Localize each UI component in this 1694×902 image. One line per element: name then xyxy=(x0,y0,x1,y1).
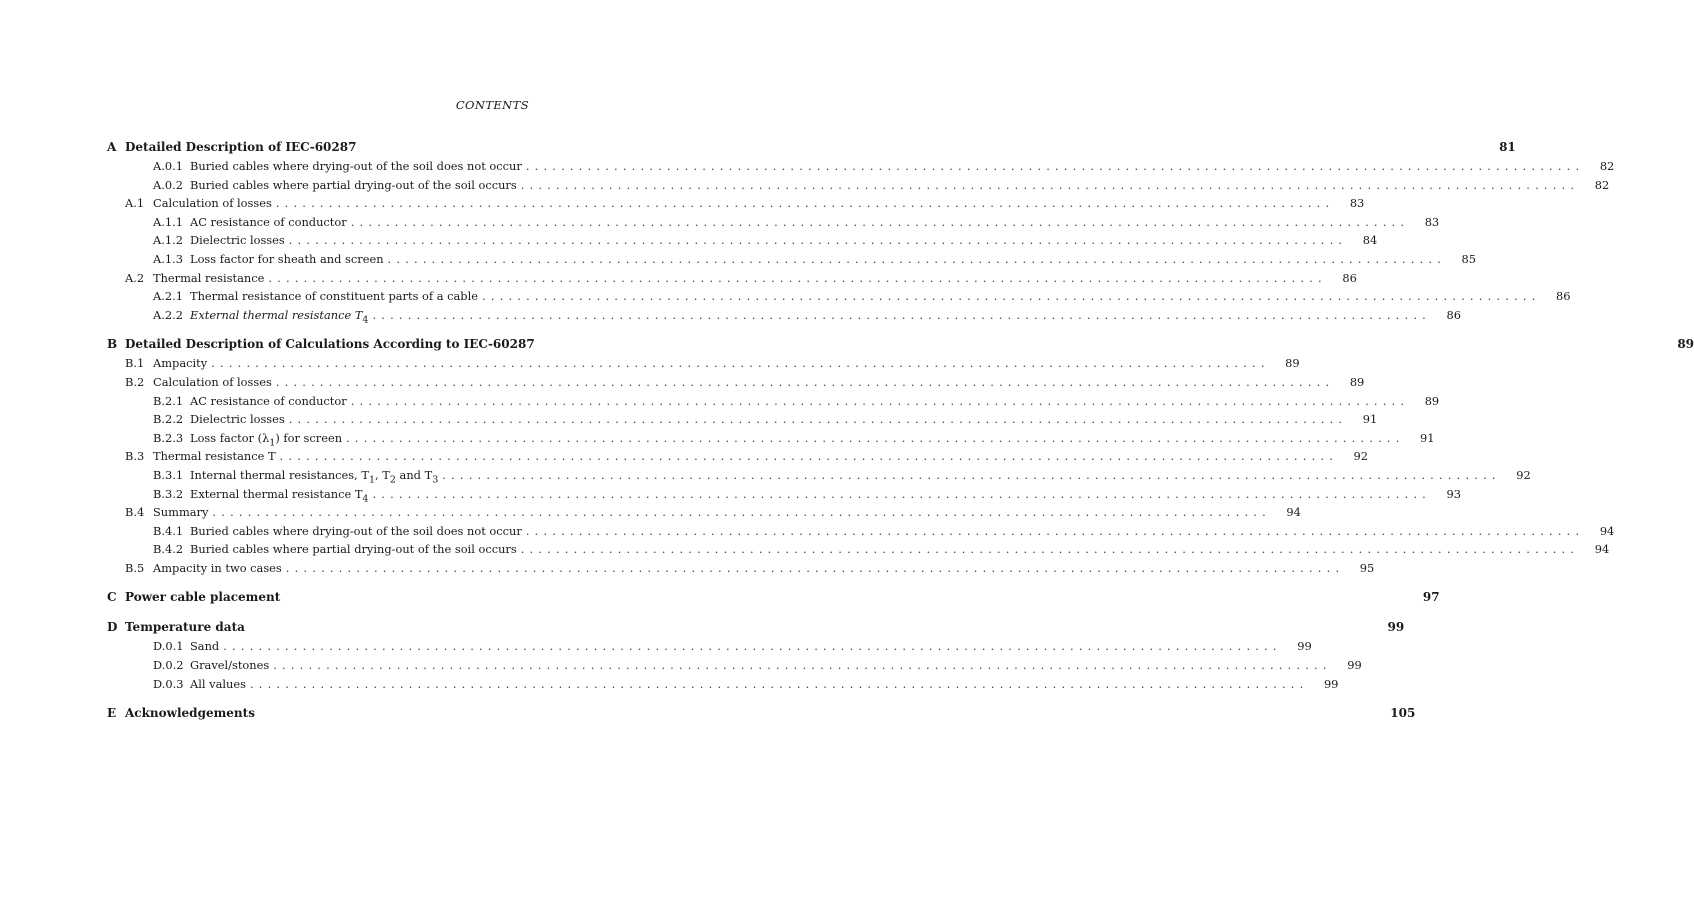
toc-number: A.2.1 xyxy=(153,289,183,304)
dot-leader: ........................................................................................................................ xyxy=(249,676,1309,691)
toc-page: 99 xyxy=(1323,676,1339,691)
toc-title: Ampacity in two cases xyxy=(153,560,282,575)
toc-entry-b31[interactable] xyxy=(107,466,1531,486)
toc-title-text: ) for screen xyxy=(275,430,343,445)
dot-leader: ........................................................................................................................ xyxy=(211,356,1270,371)
toc-page: 99 xyxy=(1387,620,1405,635)
toc-number: B.2 xyxy=(125,374,145,389)
toc-title-subscript: 2 xyxy=(389,474,396,486)
toc-title: Dielectric losses xyxy=(190,412,285,427)
toc-chapter-a[interactable] xyxy=(107,137,1516,157)
toc-title: Buried cables where partial drying-out of the soil occurs xyxy=(190,542,517,557)
toc-page: 86 xyxy=(1556,289,1571,304)
toc-page: 99 xyxy=(1347,658,1362,673)
toc-page: 81 xyxy=(1499,140,1516,154)
toc-title-text: Internal thermal resistances, T xyxy=(190,467,369,482)
toc-entry-a2[interactable] xyxy=(107,269,1357,288)
dot-leader: ........................................................................................................................ xyxy=(279,449,1339,464)
toc-title-text: and T xyxy=(395,467,433,482)
toc-number: D.0.1 xyxy=(153,639,184,654)
toc-title-text: External thermal resistance T xyxy=(190,307,363,322)
toc-page: 91 xyxy=(1362,412,1378,427)
toc-page: 89 xyxy=(1677,337,1694,352)
toc-title-subscript: 4 xyxy=(362,492,369,504)
toc-page: 92 xyxy=(1516,467,1531,482)
toc-title: Loss factor for sheath and screen xyxy=(190,251,384,266)
toc-number: B.4.2 xyxy=(153,542,184,557)
toc-page: 93 xyxy=(1446,486,1461,501)
toc-entry-b3[interactable] xyxy=(107,447,1369,466)
toc-title-subscript: 1 xyxy=(368,474,376,486)
toc-entry-a13[interactable] xyxy=(107,250,1477,269)
toc-page: 94 xyxy=(1594,542,1610,557)
toc-page: 94 xyxy=(1286,505,1301,520)
toc-title-subscript: 3 xyxy=(432,474,439,486)
toc-entry-b23[interactable] xyxy=(107,429,1435,448)
toc-title: Detailed Description of Calculations According to IEC-60287 xyxy=(125,337,535,352)
dot-leader: ........................................................................................................................ xyxy=(350,393,1410,408)
toc-chapter-c[interactable] xyxy=(107,587,1440,607)
toc-number: B.3.2 xyxy=(153,486,184,501)
toc-entry-a11[interactable] xyxy=(107,213,1440,232)
dot-leader: ........................................................................................................................ xyxy=(273,658,1332,673)
toc-title: Dielectric losses xyxy=(190,233,285,248)
toc-title-subscript: 1 xyxy=(269,437,276,448)
toc-number: A.1.2 xyxy=(153,233,183,248)
dot-leader: ........................................................................................................................ xyxy=(442,467,1501,482)
toc-entry-a1[interactable] xyxy=(107,194,1365,213)
toc-page: 89 xyxy=(1349,374,1365,389)
toc-page: 86 xyxy=(1342,270,1357,285)
dot-leader: ........................................................................................................................ xyxy=(288,412,1348,427)
toc-number: C xyxy=(107,590,117,605)
toc-number: A.2.2 xyxy=(153,307,183,322)
toc-entry-d03[interactable] xyxy=(107,675,1339,694)
dot-leader: ........................................................................................................................ xyxy=(387,251,1447,266)
toc-entry-d01[interactable] xyxy=(107,637,1312,656)
dot-leader: ........................................................................................................................ xyxy=(275,196,1335,211)
toc-number: B.3.1 xyxy=(153,467,184,482)
toc-number: D.0.2 xyxy=(153,658,184,673)
toc-number: D.0.3 xyxy=(153,676,184,691)
toc-entry-a12[interactable] xyxy=(107,231,1378,250)
toc-entry-b32[interactable] xyxy=(107,485,1461,504)
toc-number: B xyxy=(107,337,118,352)
toc-page: 83 xyxy=(1349,196,1365,211)
dot-leader: ........................................................................................................................ xyxy=(372,307,1431,322)
dot-leader: ........................................................................................................................ xyxy=(285,560,1345,575)
dot-leader: ........................................................................................................................ xyxy=(520,177,1580,192)
toc-entry-b2[interactable] xyxy=(107,373,1365,392)
dot-leader: ........................................................................................................................ xyxy=(288,233,1348,248)
dot-leader: ........................................................................................................................ xyxy=(482,289,1541,304)
toc-title: Calculation of losses xyxy=(153,196,272,211)
toc-number: B.1 xyxy=(125,356,145,371)
toc-page: 97 xyxy=(1422,590,1440,605)
toc-entry-a02[interactable] xyxy=(107,176,1610,195)
dot-leader: ........................................................................................................................ xyxy=(525,159,1585,173)
dot-leader: ........................................................................................................................ xyxy=(346,430,1405,445)
toc-entry-b41[interactable] xyxy=(107,522,1615,541)
toc-number: A.2 xyxy=(125,270,145,285)
toc-title: Thermal resistance of constituent parts of a cable xyxy=(190,289,478,304)
toc-title: All values xyxy=(190,676,246,691)
toc-title-text: Loss factor (λ xyxy=(190,430,270,445)
toc-page: 83 xyxy=(1424,214,1440,229)
toc-entry-a21[interactable] xyxy=(107,287,1571,306)
toc-entry-d02[interactable] xyxy=(107,656,1362,675)
toc-number: B.2.1 xyxy=(153,393,184,408)
toc-title: Summary xyxy=(153,505,209,520)
toc-page: 85 xyxy=(1461,251,1477,266)
dot-leader: ........................................................................................................................ xyxy=(212,505,1271,520)
toc-number: E xyxy=(107,706,117,721)
toc-chapter-d[interactable] xyxy=(107,617,1405,637)
toc-entry-b22[interactable] xyxy=(107,410,1378,429)
dot-leader: ........................................................................................................................ xyxy=(520,542,1580,557)
toc-title: Buried cables where drying-out of the soil does not occur xyxy=(190,159,522,173)
toc-number: B.2.2 xyxy=(153,412,184,427)
toc-entry-b5[interactable] xyxy=(107,559,1375,578)
toc-entry-a22[interactable] xyxy=(107,306,1461,326)
toc-page: 92 xyxy=(1353,449,1369,464)
toc-number: B.3 xyxy=(125,449,145,464)
toc-number: B.5 xyxy=(125,560,145,575)
toc-page: 105 xyxy=(1390,706,1416,721)
toc-title: Temperature data xyxy=(125,620,245,635)
toc-number: B.4 xyxy=(125,505,145,520)
toc-title: Power cable placement xyxy=(125,590,281,605)
toc-title: Thermal resistance T xyxy=(153,449,276,464)
dot-leader: ........................................................................................................................ xyxy=(350,214,1410,229)
toc-title-text: , T xyxy=(375,467,390,482)
toc-title: Thermal resistance xyxy=(153,270,265,285)
toc-number: A.1.3 xyxy=(153,251,183,266)
toc-chapter-b[interactable] xyxy=(107,334,1694,354)
toc-entry-b42[interactable] xyxy=(107,540,1610,559)
toc-page: 82 xyxy=(1594,177,1610,192)
toc-page: 89 xyxy=(1424,393,1440,408)
toc-title: Gravel/stones xyxy=(190,658,270,673)
dot-leader: ........................................................................................................................ xyxy=(268,270,1327,285)
toc-title xyxy=(190,306,368,330)
dot-leader: ........................................................................................................................ xyxy=(223,639,1282,654)
toc-title: Calculation of losses xyxy=(153,374,272,389)
toc-entry-b21[interactable] xyxy=(107,392,1440,411)
toc-number: A.0.1 xyxy=(153,159,183,173)
toc-number: A.1.1 xyxy=(153,214,183,229)
toc-page: 86 xyxy=(1446,307,1461,322)
toc-title: AC resistance of conductor xyxy=(190,214,347,229)
toc-title: Buried cables where drying-out of the soil does not occur xyxy=(190,523,522,538)
toc-title-subscript: 4 xyxy=(362,314,369,326)
dot-leader: ........................................................................................................................ xyxy=(372,486,1431,501)
toc-page: 95 xyxy=(1359,560,1375,575)
toc-page: 84 xyxy=(1362,233,1378,248)
toc-title: Sand xyxy=(190,639,220,654)
running-head: CONTENTS xyxy=(455,98,529,112)
toc-page: 91 xyxy=(1420,430,1435,445)
toc-title: Ampacity xyxy=(153,356,208,371)
toc-title: Acknowledgements xyxy=(125,706,255,721)
toc-number: B.4.1 xyxy=(153,523,184,538)
toc-number: A.1 xyxy=(125,196,145,211)
toc-number: A xyxy=(107,140,117,154)
toc-entry-b1[interactable] xyxy=(107,354,1300,373)
toc-page: 82 xyxy=(1599,159,1615,173)
toc-entry-a01[interactable] xyxy=(107,157,1615,176)
toc-page: 94 xyxy=(1599,523,1615,538)
toc-title: AC resistance of conductor xyxy=(190,393,347,408)
toc-page: 99 xyxy=(1297,639,1312,654)
table-of-contents xyxy=(107,137,1694,723)
toc-number: A.0.2 xyxy=(153,177,183,192)
toc-page: 89 xyxy=(1285,356,1300,371)
toc-entry-b4[interactable] xyxy=(107,503,1301,522)
dot-leader: ........................................................................................................................ xyxy=(275,374,1335,389)
dot-leader: ........................................................................................................................ xyxy=(525,523,1585,538)
toc-chapter-e[interactable] xyxy=(107,703,1416,723)
toc-title: Buried cables where partial drying-out of the soil occurs xyxy=(190,177,517,192)
toc-title: Detailed Description of IEC-60287 xyxy=(125,140,357,154)
toc-number: B.2.3 xyxy=(153,430,184,445)
toc-number: D xyxy=(107,620,118,635)
toc-title-text: External thermal resistance T xyxy=(190,486,363,501)
